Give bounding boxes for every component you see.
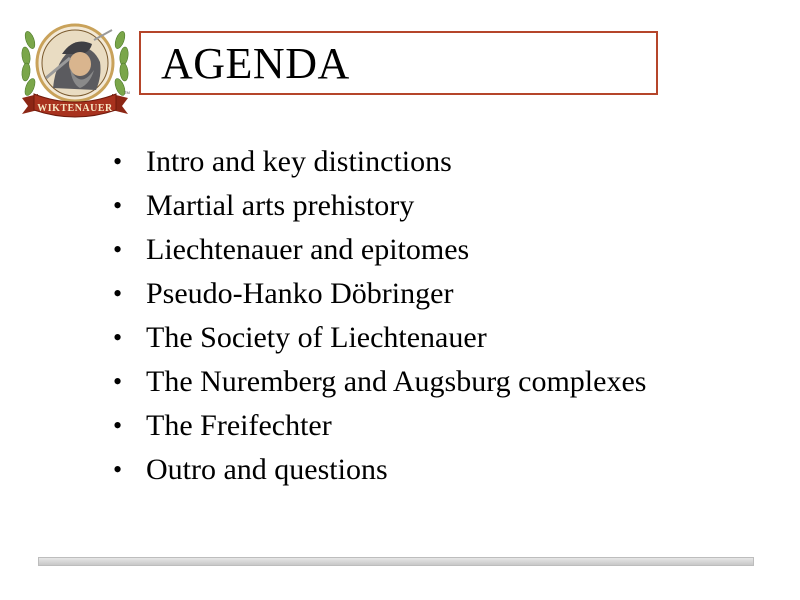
agenda-item [113,228,646,272]
logo-trademark: TM [124,90,130,95]
agenda-item [113,360,646,404]
agenda-item-label: The Freifechter [146,409,332,442]
bullet-icon: • [113,455,123,484]
wiktenauer-logo [16,18,134,122]
agenda-item-label: Martial arts prehistory [146,189,415,222]
agenda-item [113,316,646,360]
agenda-item [113,184,646,228]
agenda-item-label: The Society of Liechtenauer [146,321,487,354]
agenda-item-label: Pseudo-Hanko Döbringer [146,277,454,310]
bullet-icon: • [113,147,123,176]
agenda-item [113,448,646,492]
agenda-item [113,272,646,316]
agenda-item-label: Liechtenauer and epitomes [146,233,470,266]
agenda-item-label: Intro and key distinctions [146,145,452,178]
agenda-item [113,140,646,184]
agenda-item-label: The Nuremberg and Augsburg complexes [146,365,647,398]
bullet-icon: • [113,323,123,352]
wiktenauer-emblem [16,18,134,122]
bullet-icon: • [113,235,123,264]
footer-divider [38,557,754,566]
agenda-item-label: Outro and questions [146,453,388,486]
logo-wordmark: WIKTENAUER [37,103,113,114]
bullet-icon: • [113,279,123,308]
page-title: AGENDA [161,39,350,88]
agenda-item [113,404,646,448]
bullet-icon: • [113,367,123,396]
agenda-list [113,140,646,492]
bullet-icon: • [113,411,123,440]
title-box [139,31,658,95]
bullet-icon: • [113,191,123,220]
